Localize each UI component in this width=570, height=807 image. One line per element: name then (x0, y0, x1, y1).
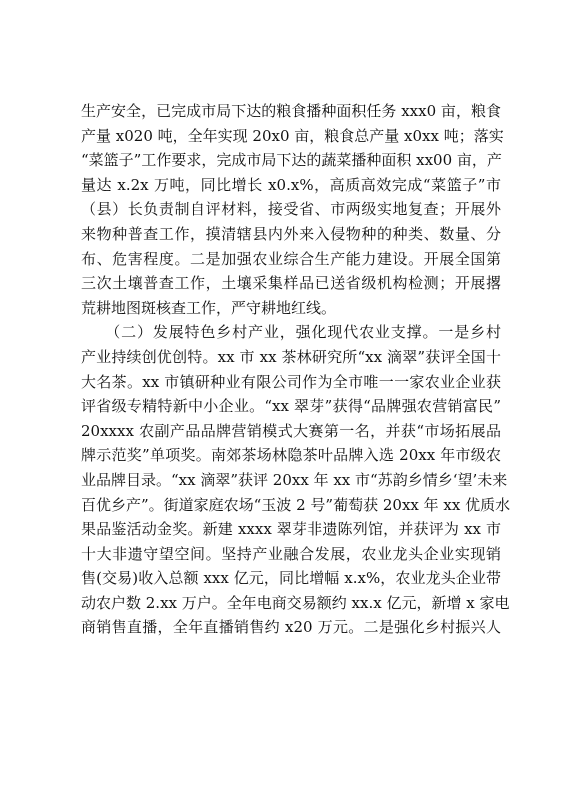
text-line: 动农户数 2.xx 万户。全年电商交易额约 xx.x 亿元，新增 x 家电 (81, 593, 510, 612)
text-line: 十大非遗守望空间。坚持产业融合发展，农业龙头企业实现销 (81, 544, 501, 563)
text-line: 产业持续创优创特。xx 市 xx 茶林研究所“xx 滴翠”获评全国十 (81, 347, 501, 366)
text-line: 牌示范奖”单项奖。南郊茶场林隐茶叶品牌入选 20xx 年市级农 (81, 446, 501, 465)
text-line: 商销售直播，全年直播销售约 x20 万元。二是强化乡村振兴人 (81, 618, 501, 637)
text-line: （县）长负责制自评材料，接受省、市两级实地复查；开展外 (81, 200, 501, 219)
text-line: 百优乡产”。街道家庭农场“玉波 2 号”葡萄获 20xx 年 xx 优质水 (81, 495, 511, 514)
text-line: 售(交易)收入总额 xxx 亿元，同比增幅 x.x%，农业龙头企业带 (81, 569, 501, 588)
text-line: 业品牌目录。“xx 滴翠”获评 20xx 年 xx 市“苏韵乡情乡‘望’未来 (81, 470, 508, 489)
text-line: 产量 x020 吨，全年实现 20x0 亩，粮食总产量 x0xx 吨；落实 (81, 126, 504, 145)
text-line: 大名茶。xx 市镇研种业有限公司作为全市唯一一家农业企业获 (81, 372, 501, 391)
text-line: “菜篮子”工作要求，完成市局下达的蔬菜播种面积 xx00 亩，产 (81, 151, 502, 170)
text-line: 生产安全，已完成市局下达的粮食播种面积任务 xxx0 亩，粮食 (81, 102, 501, 120)
section-heading-line: （二）发展特色乡村产业，强化现代农业支撑。一是乡村 (81, 323, 501, 342)
text-line: 三次土壤普查工作，土壤采集样品已送省级机构检测；开展撂 (81, 274, 501, 293)
body-text (81, 99, 511, 640)
text-line: 果品鉴活动金奖。新建 xxxx 翠芽非遗陈列馆，并获评为 xx 市 (81, 520, 501, 539)
text-line: 来物种普查工作，摸清辖县内外来入侵物种的种类、数量、分 (81, 224, 501, 243)
text-line: 量达 x.2x 万吨，同比增长 x0.x%，高质高效完成“菜篮子”市 (81, 175, 501, 194)
text-line: 布、危害程度。二是加强农业综合生产能力建设。开展全国第 (81, 249, 501, 268)
text-line: 荒耕地图斑核查工作，严守耕地红线。 (81, 298, 337, 317)
text-line: 评省级专精特新中小企业。“xx 翠芽”获得“品牌强农营销富民” (81, 397, 501, 416)
text-line: 20xxxx 农副产品品牌营销模式大赛第一名，并获“市场拓展品 (81, 421, 501, 440)
